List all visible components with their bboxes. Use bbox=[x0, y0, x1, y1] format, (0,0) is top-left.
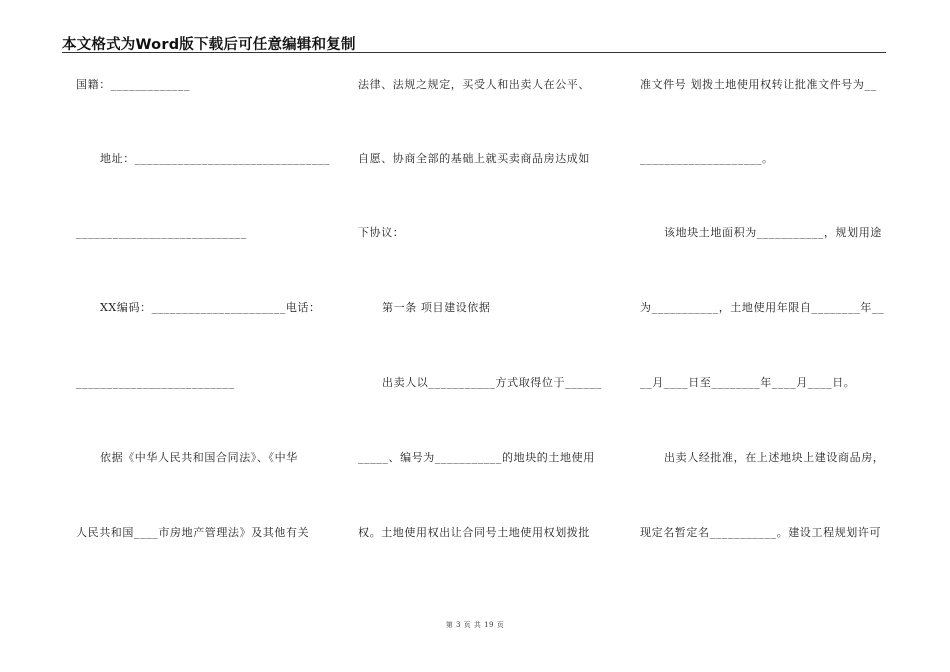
text-column-3 bbox=[640, 0, 890, 620]
text-line: 依据《中华人民共和国合同法》、《中华 bbox=[100, 451, 298, 464]
text-line: 出卖人以___________方式取得位于______ bbox=[382, 376, 602, 389]
text-line: ____________________________ bbox=[76, 226, 247, 239]
text-line: 准文件号 划拨土地使用权转让批准文件号为__ bbox=[640, 78, 877, 91]
document-header-title: 本文格式为Word版下载后可任意编辑和复制 bbox=[62, 37, 356, 53]
text-line: 为___________，土地使用年限自________年__ bbox=[640, 301, 885, 314]
text-line: 下协议： bbox=[358, 226, 405, 239]
text-line: 人民共和国____市房地产管理法》及其他有关 bbox=[76, 526, 310, 539]
text-line: _____、编号为___________的地块的土地使用 bbox=[358, 451, 595, 464]
text-column-2 bbox=[358, 0, 608, 620]
text-line: XX编码：______________________电话： bbox=[100, 301, 321, 314]
text-line: 出卖人经批准，在上述地块上建设商品房， bbox=[664, 451, 885, 464]
page-number-footer: 第 3 页 共 19 页 bbox=[445, 621, 505, 629]
text-line: 法律、法规之规定，买受人和出卖人在公平、 bbox=[358, 78, 590, 91]
text-line: 该地块土地面积为___________，规划用途 bbox=[664, 226, 882, 239]
text-line: __月____日至________年____月____日。 bbox=[640, 376, 856, 389]
text-column-1 bbox=[76, 0, 330, 620]
text-line: 国籍：_____________ bbox=[76, 78, 191, 91]
text-line: 权。土地使用权出让合同号土地使用权划拨批 bbox=[358, 526, 590, 539]
section-heading: 第一条 项目建设依据 bbox=[382, 301, 491, 314]
text-line: __________________________ bbox=[76, 376, 235, 389]
text-line: 地址：________________________________ bbox=[100, 152, 330, 165]
text-line: 现定名暂定名___________。建设工程规划许可 bbox=[640, 526, 882, 539]
text-line: ____________________。 bbox=[640, 152, 774, 165]
text-line: 自愿、协商全部的基础上就买卖商品房达成如 bbox=[358, 152, 590, 165]
